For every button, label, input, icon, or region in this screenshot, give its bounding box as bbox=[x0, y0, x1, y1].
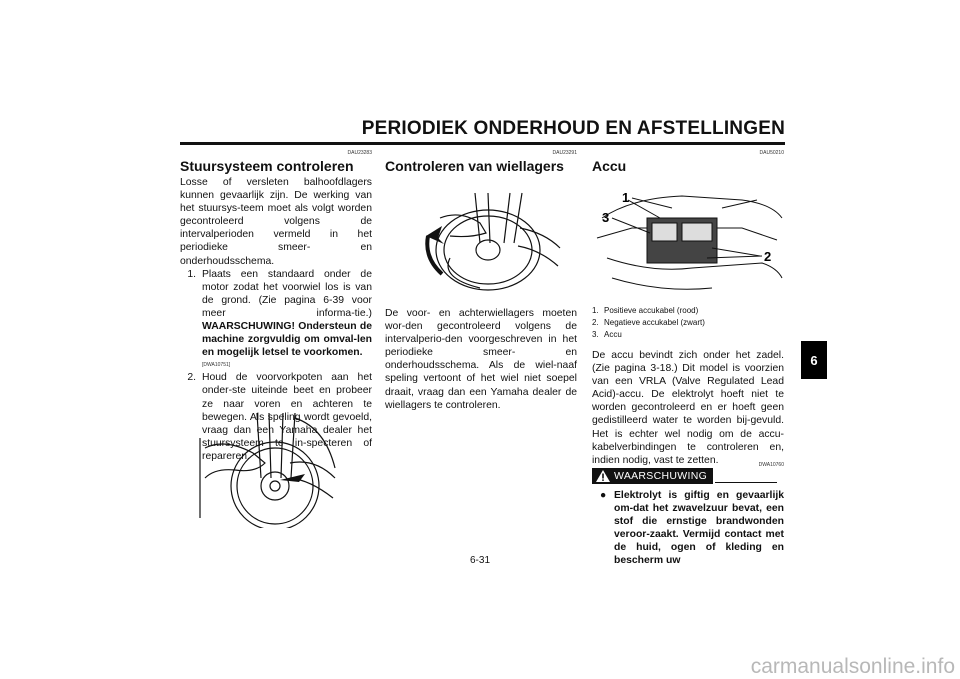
warning-bullet-item bbox=[600, 489, 784, 568]
footer-watermark: carmanualsonline.info bbox=[750, 655, 955, 678]
step-number: 1. bbox=[187, 268, 196, 280]
step-warning: WAARSCHUWING! Ondersteun de machine zorgvuldig om omval-len en mogelijk letsel te voorkomen. bbox=[202, 321, 372, 359]
legend-item: 2. Negatieve accukabel (zwart) bbox=[592, 318, 705, 327]
section-heading: Accu bbox=[592, 158, 627, 174]
warning-triangle-icon bbox=[596, 470, 610, 482]
figure-legend bbox=[592, 305, 784, 341]
step-text: Houd de voorvorkpoten aan het onder-ste uiteinde beet en probeer ze naar voren en achteren te bewegen. Als speling wordt gevoeld, vraag dan een Yamaha dealer het stuursysteem te in-specteren of repareren. bbox=[202, 372, 372, 462]
warning-code: [DWA10751] bbox=[202, 362, 231, 369]
chapter-tab: 6 bbox=[801, 341, 827, 379]
intro-paragraph: Losse of versleten balhoofdlagers kunnen gevaarlijk zijn. De werking van het stuursys-teem moet als volgt worden gecontroleerd volgens de intervalperioden vermeld in het periodieke smeer- en onderhoudsschema. bbox=[180, 177, 372, 267]
step-text: Plaats een standaard onder de motor zodat het voorwiel los is van de grond. (Zie pagina 6-39 voor meer informa-tie.) bbox=[202, 268, 372, 319]
bullet-icon: ● bbox=[600, 490, 607, 501]
callout-3: 3 bbox=[602, 210, 610, 225]
wheel-bearing-illustration bbox=[420, 188, 565, 293]
warning-code: DWA10760 bbox=[758, 462, 784, 468]
header-rule bbox=[180, 142, 785, 145]
section-heading: Controleren van wiellagers bbox=[385, 158, 564, 174]
battery-paragraph: De accu bevindt zich onder het zadel. (Zie pagina 3-18.) Dit model is voorzien van een VRLA (Valve Regulated Lead Acid)-accu. De elektrolyt hoeft niet te worden gecontroleerd en er hoeft geen gedistilleerd water te worden bij-gevuld. Het is echter wel nodig om de accu-kabelverbindingen te controleren en, indien nodig, vast te zetten. bbox=[592, 350, 784, 466]
warning-text: Elektrolyt is giftig en gevaarlijk om-dat het zwavelzuur bevat, een stof die ernstige brandwonden veroor-zaakt. Vermijd contact met de huid, ogen of kleding en bescherm uw bbox=[614, 490, 784, 567]
section-code: DAU23283 bbox=[347, 150, 372, 156]
section-heading: Stuursysteem controleren bbox=[180, 158, 354, 174]
column-battery bbox=[592, 150, 784, 174]
step-1 bbox=[180, 268, 372, 360]
page-title: PERIODIEK ONDERHOUD EN AFSTELLINGEN bbox=[361, 118, 785, 139]
legend-item: 3. Accu bbox=[592, 330, 622, 339]
warning-badge bbox=[592, 468, 713, 484]
callout-2: 2 bbox=[764, 249, 772, 264]
page-number: 6-31 bbox=[469, 555, 490, 566]
column-wheel-bearings bbox=[385, 150, 577, 174]
warning-rule bbox=[715, 482, 777, 483]
wheel-bearing-paragraph: De voor- en achterwiellagers moeten wor-den gecontroleerd volgens de intervalperio-den voorgeschreven in het periodieke smeer- en onderhoudsschema. Als de wiel-naaf speling vertoont of het wiel niet soepel draait, vraag dan een Yamaha dealer de wiellagers te controleren. bbox=[385, 308, 577, 411]
callout-1: 1 bbox=[622, 190, 630, 205]
step-number: 2. bbox=[187, 372, 196, 384]
battery-illustration bbox=[592, 178, 784, 298]
warning-header bbox=[592, 468, 777, 484]
section-code: DAU50210 bbox=[759, 150, 784, 156]
warning-label: WAARSCHUWING bbox=[614, 470, 708, 482]
fork-wheel-illustration bbox=[195, 408, 345, 528]
section-code: DAU23291 bbox=[552, 150, 577, 156]
legend-item: 1. Positieve accukabel (rood) bbox=[592, 306, 699, 315]
